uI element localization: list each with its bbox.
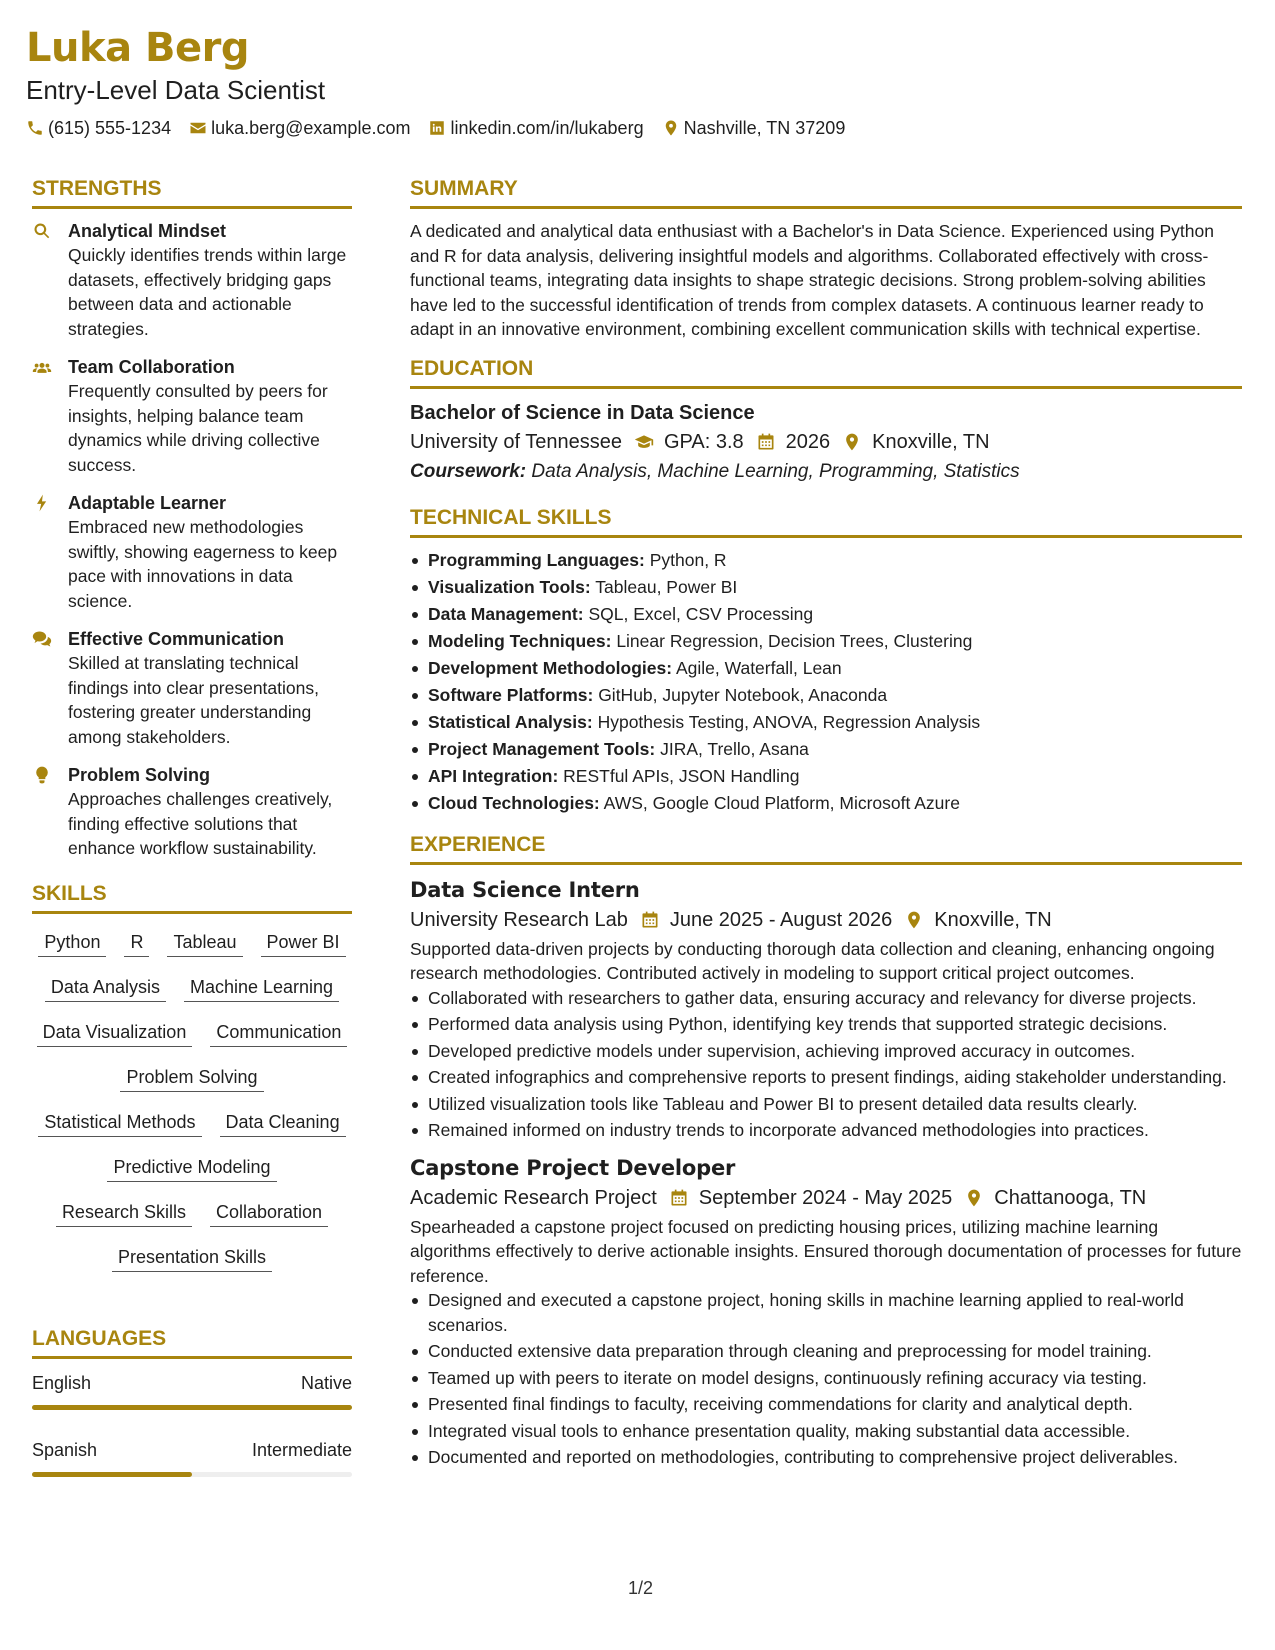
skills-tags [32,924,352,1286]
contact-phone [26,116,171,140]
list-item: Collaborated with researchers to gather data, ensuring accuracy and relevancy for diverse projects. [410,986,1242,1011]
language-name: Spanish [32,1439,98,1460]
linkedin-icon [428,119,446,137]
proficiency-fill [32,1472,192,1477]
contact-linkedin[interactable] [428,116,643,140]
proficiency-bar [32,1472,352,1477]
email-link[interactable]: luka.berg@example.com [211,118,411,138]
coursework-list: Data Analysis, Machine Learning, Programming, Statistics [531,460,1020,482]
language-level: Intermediate [251,1439,352,1460]
strength-item [32,763,352,861]
skill-values: Tableau, Power BI [595,576,738,597]
list-item: Remained informed on industry trends to incorporate advanced methodologies into practices. [410,1118,1242,1143]
contact-location [662,116,846,140]
skill-tag: Presentation Skills [112,1245,272,1272]
list-item [410,629,1242,654]
skill-values: AWS, Google Cloud Platform, Microsoft Azure [603,792,960,813]
location-text: Nashville, TN 37209 [683,118,846,138]
phone-text: (615) 555-1234 [48,118,172,138]
right-column [410,176,1242,1472]
skill-tag: Data Analysis [45,975,166,1002]
job-summary: Spearheaded a capstone project focused on predicting housing prices, utilizing machine learning algorithms effectively to derive actionable insights. Ensured thorough documentation of processes for future reference. [410,1216,1242,1286]
comments-icon [32,629,52,649]
list-item: Conducted extensive data preparation through cleaning and preprocessing for model training. [410,1339,1242,1364]
strength-item [32,491,352,613]
job-entry [410,875,1242,1143]
coursework-label: Coursework: [410,460,527,482]
contact-email[interactable] [189,116,410,140]
technical-skills-list [410,548,1242,816]
skill-category: Programming Languages: [428,549,645,570]
job-dates: September 2024 - May 2025 [698,1186,953,1209]
list-item: Utilized visualization tools like Tableau and Power BI to present detailed data results clearly. [410,1092,1242,1117]
skill-values: SQL, Excel, CSV Processing [588,603,814,624]
search-icon [32,221,52,241]
skill-values: Hypothesis Testing, ANOVA, Regression Analysis [597,711,981,732]
technical-skills-heading: TECHNICAL SKILLS [410,505,1242,538]
job-dates: June 2025 - August 2026 [669,908,893,931]
list-item [410,683,1242,708]
list-item: Teamed up with peers to iterate on model designs, continuously refining accuracy via testing. [410,1366,1242,1391]
calendar-icon [669,1188,689,1208]
list-item: Integrated visual tools to enhance presentation quality, making substantial data accessible. [410,1419,1242,1444]
skill-tag: Collaboration [210,1200,328,1227]
strength-title: Team Collaboration [68,357,235,377]
list-item [410,575,1242,600]
skill-category: Project Management Tools: [428,738,656,759]
calendar-icon [756,432,776,452]
lightbulb-icon [32,765,52,785]
skill-tag: Data Visualization [37,1020,193,1047]
skill-category: API Integration: [428,765,559,786]
job-bullets [410,986,1242,1143]
skill-tag: R [124,930,149,957]
resume-header [26,22,845,140]
skill-values: Agile, Waterfall, Lean [675,657,842,678]
school-name: University of Tennessee [410,430,622,453]
strength-desc: Embraced new methodologies swiftly, showing eagerness to keep pace with innovations in data science. [68,517,338,611]
strength-desc: Quickly identifies trends within large datasets, effectively bridging gaps between data and actionable strategies. [68,245,347,339]
linkedin-link[interactable]: linkedin.com/in/lukaberg [450,118,644,138]
job-entry [410,1153,1242,1470]
phone-icon [26,119,44,137]
list-item [410,737,1242,762]
list-item [410,791,1242,816]
list-item: Created infographics and comprehensive reports to present findings, aiding stakeholder understanding. [410,1065,1242,1090]
skill-tag: Predictive Modeling [107,1155,276,1182]
job-title: Data Science Intern [410,877,640,902]
education-meta [410,427,1242,457]
skill-values: RESTful APIs, JSON Handling [563,765,800,786]
degree-title: Bachelor of Science in Data Science [410,401,755,424]
language-level: Native [300,1372,352,1393]
list-item: Performed data analysis using Python, identifying key trends that supported strategic decisions. [410,1012,1242,1037]
page-number: 1/2 [628,1578,654,1598]
map-pin-icon [662,119,680,137]
contact-bar [26,116,845,140]
skill-category: Modeling Techniques: [428,630,612,651]
skill-tag: Communication [210,1020,347,1047]
skill-tag: Python [38,930,106,957]
strength-title: Effective Communication [68,629,285,649]
education-heading: EDUCATION [410,356,1242,389]
skill-values: Linear Regression, Decision Trees, Clustering [616,630,973,651]
skill-category: Software Platforms: [428,684,594,705]
experience-heading: EXPERIENCE [410,832,1242,865]
job-location: Knoxville, TN [934,908,1052,931]
strength-item [32,355,352,477]
strength-title: Analytical Mindset [68,221,227,241]
map-pin-icon [964,1188,984,1208]
map-pin-icon [842,432,862,452]
skill-category: Cloud Technologies: [428,792,600,813]
skill-category: Visualization Tools: [428,576,591,597]
list-item [410,710,1242,735]
skill-category: Development Methodologies: [428,657,673,678]
coursework [410,457,1242,487]
grad-year: 2026 [785,430,831,453]
job-org: Academic Research Project [410,1186,657,1209]
languages-heading: LANGUAGES [32,1326,352,1359]
job-bullets [410,1288,1242,1470]
skill-values: JIRA, Trello, Asana [660,738,809,759]
skill-tag: Data Cleaning [220,1110,346,1137]
skill-values: GitHub, Jupyter Notebook, Anaconda [598,684,888,705]
strengths-heading: STRENGTHS [32,176,352,209]
skill-tag: Problem Solving [120,1065,263,1092]
list-item [410,656,1242,681]
skills-heading: SKILLS [32,881,352,914]
strength-item [32,627,352,749]
job-meta [410,905,1242,935]
list-item [410,602,1242,627]
strength-desc: Frequently consulted by peers for insights, helping balance team dynamics while driving collective success. [68,381,328,475]
list-item: Developed predictive models under supervision, achieving improved accuracy in outcomes. [410,1039,1242,1064]
users-icon [32,357,52,377]
list-item: Designed and executed a capstone project, honing skills in machine learning applied to real-world scenarios. [410,1288,1242,1337]
skill-tag: Machine Learning [184,975,339,1002]
gpa-text: GPA: 3.8 [663,430,744,453]
skill-tag: Tableau [167,930,242,957]
proficiency-fill [32,1405,352,1410]
job-meta [410,1183,1242,1213]
language-item [32,1438,352,1477]
job-title: Capstone Project Developer [410,1155,736,1180]
language-item [32,1371,352,1410]
job-location: Chattanooga, TN [994,1186,1147,1209]
envelope-icon [189,119,207,137]
candidate-role: Entry-Level Data Scientist [26,75,326,105]
job-summary: Supported data-driven projects by conducting thorough data collection and cleaning, enhancing ongoing research methodologies. Contributed actively in modeling to support critical project outcomes. [410,938,1215,983]
skill-tag: Power BI [261,930,346,957]
skill-values: Python, R [649,549,727,570]
skill-tag: Statistical Methods [38,1110,201,1137]
strength-item [32,219,352,341]
graduation-cap-icon [634,432,654,452]
skill-category: Data Management: [428,603,584,624]
strength-title: Problem Solving [68,765,211,785]
list-item: Presented final findings to faculty, receiving commendations for clarity and analytical depth. [410,1392,1242,1417]
strength-desc: Approaches challenges creatively, finding effective solutions that enhance workflow sustainability. [68,789,333,858]
skill-tag: Research Skills [56,1200,192,1227]
map-pin-icon [904,910,924,930]
edu-location: Knoxville, TN [872,430,990,453]
language-name: English [32,1372,92,1393]
strength-desc: Skilled at translating technical findings into clear presentations, fostering greater understanding among stakeholders. [68,653,319,747]
list-item: Documented and reported on methodologies, contributing to comprehensive project deliverables. [410,1445,1242,1470]
summary-text: A dedicated and analytical data enthusiast with a Bachelor's in Data Science. Experienced using Python and R for data analysis, delivering insightful models and algorithms. Collaborated effectively with cross-functional teams, integrating data insights to shape strategic decisions. Strong problem-solving abilities have led to the successful identification of trends from complex datasets. A continuous learner ready to adapt in an innovative environment, combining excellent communication skills with technical expertise. [410,221,1214,339]
summary-heading: SUMMARY [410,176,1242,209]
calendar-icon [640,910,660,930]
left-column [32,176,352,1505]
list-item [410,764,1242,789]
strength-title: Adaptable Learner [68,493,227,513]
list-item [410,548,1242,573]
proficiency-bar [32,1405,352,1410]
candidate-name: Luka Berg [26,25,249,71]
skill-category: Statistical Analysis: [428,711,593,732]
job-org: University Research Lab [410,908,628,931]
bolt-icon [32,493,52,513]
